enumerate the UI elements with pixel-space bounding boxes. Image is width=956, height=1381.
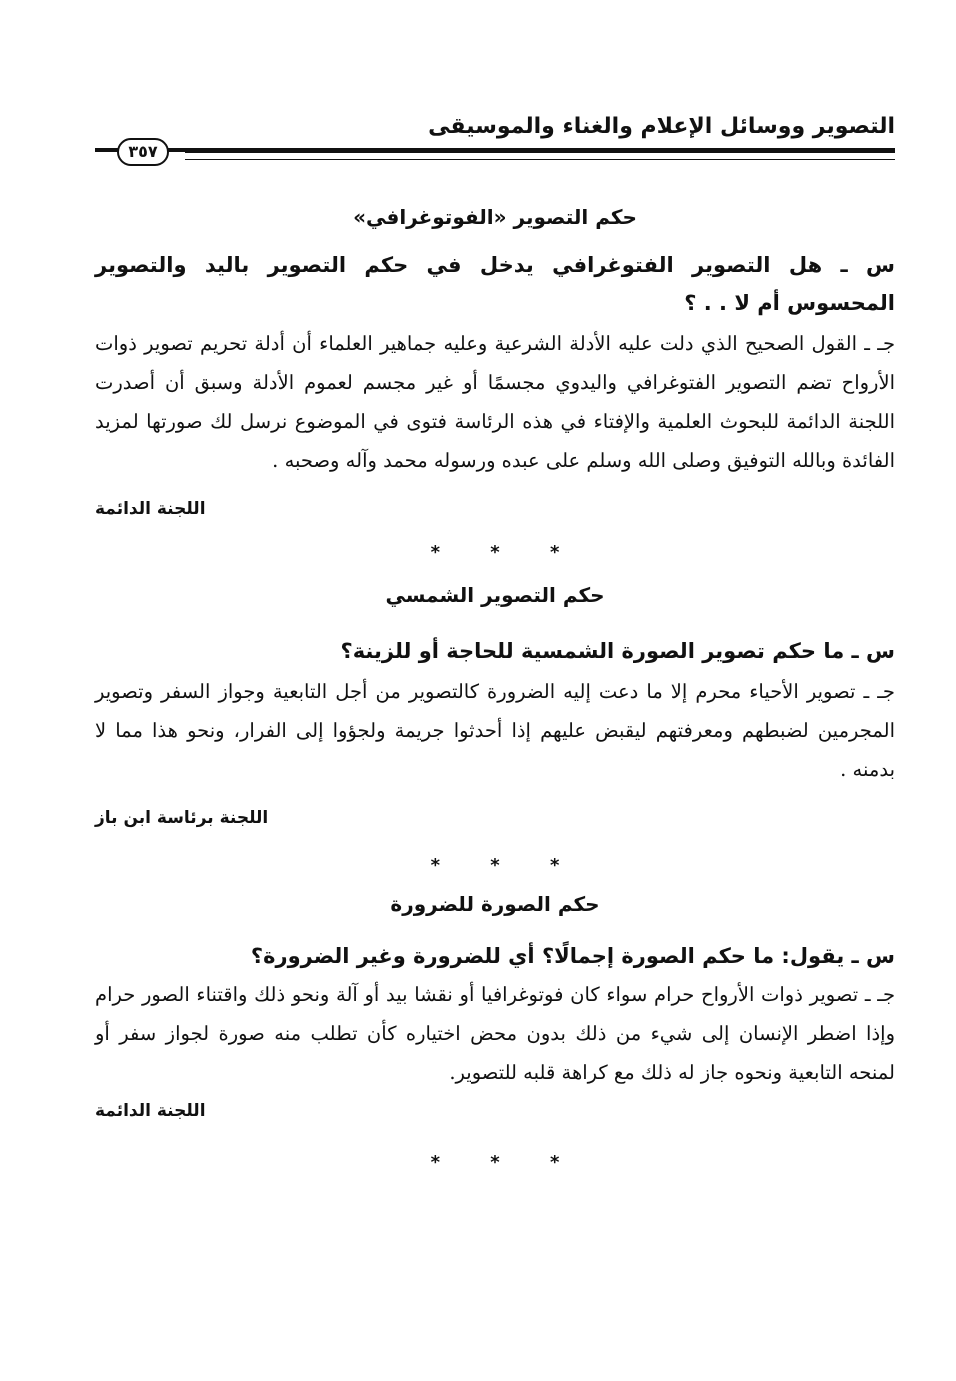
- section-separator: * * *: [430, 855, 582, 876]
- signature: اللجنة برئاسة ابن باز: [95, 808, 269, 828]
- question-text: س ـ يقول: ما حكم الصورة إجمالًا؟ أي للضرورة وغير الضرورة؟: [250, 944, 895, 968]
- question-text: س ـ ما حكم تصوير الصورة الشمسية للحاجة أو للزينة؟: [340, 639, 895, 663]
- section-separator: * * *: [430, 1152, 582, 1173]
- question-text: س ـ هل التصوير الفتوغرافي يدخل في حكم التصوير باليد والتصوير المحسوس أم لا . . ؟: [95, 253, 895, 315]
- page-number: ٣٥٧: [117, 138, 169, 166]
- book-page: [95, 112, 895, 1178]
- fatwa-section-sun-photography: [95, 580, 895, 881]
- header-rule: [185, 148, 895, 153]
- running-header: [95, 112, 895, 172]
- answer-text: جـ ـ تصوير الأحياء محرم إلا ما دعت إليه الضرورة كالتصوير من أجل التابعية وجواز السفر وتصوير المجرمين لضبطهم ومعرفتهم ليقبض عليهم إذا أحدثوا جريمة ولجؤوا إلى الفرار، ونحو هذا مما لا بدمنه .: [95, 680, 895, 781]
- signature: اللجنة الدائمة: [95, 1101, 206, 1121]
- section-heading: حكم الصورة للضرورة: [390, 892, 600, 916]
- answer-text: جـ ـ القول الصحيح الذي دلت عليه الأدلة الشرعية وعليه جماهير العلماء أن أدلة تحريم تصوير ذوات الأرواح تضم التصوير الفتوغرافي واليدوي مجسمًا أو غير مجسم لعموم الأدلة وسبق أن أصدرت اللجنة الدائمة للبحوث العلمية والإفتاء في هذه الرئاسة فتوى في الموضوع نرسل لك صورتها لمزيد الفائدة وبالله التوفيق وصلى الله وسلم على عبده ورسوله محمد وآله وصحبه .: [95, 332, 895, 472]
- fatwa-section-necessity: [95, 889, 895, 1178]
- section-heading: حكم التصوير الشمسي: [385, 583, 605, 607]
- book-title: التصوير ووسائل الإعلام والغناء والموسيقى: [428, 114, 895, 139]
- signature: اللجنة الدائمة: [95, 499, 206, 519]
- section-separator: * * *: [430, 542, 582, 563]
- fatwa-section-photographic: [95, 202, 895, 568]
- answer-text: جـ ـ تصوير ذوات الأرواح حرام سواء كان فوتوغرافيا أو نقشا بيد أو آلة ونحو ذلك واقتناء الصور حرام وإذا اضطر الإنسان إلى شيء من ذلك بدون محض اختياره كأن تطلب منه صورة لجواز سفر أو لمنحه التابعية ونحوه جاز له ذلك مع كراهة قلبه للتصوير.: [95, 983, 895, 1084]
- section-heading: حكم التصوير «الفوتوغرافي»: [353, 205, 637, 229]
- page-number-ornament: [95, 138, 187, 164]
